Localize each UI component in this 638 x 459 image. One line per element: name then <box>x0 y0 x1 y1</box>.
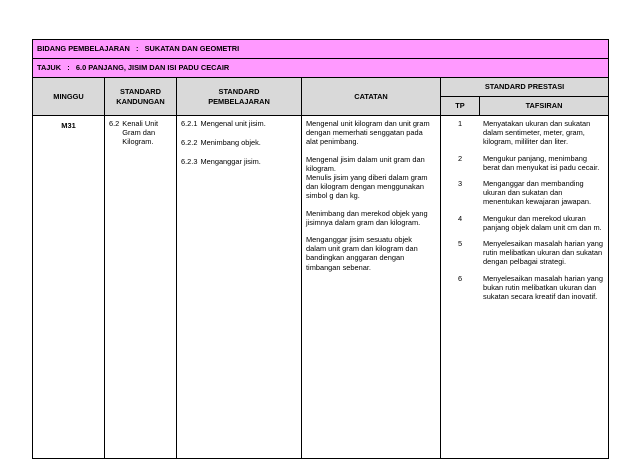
cell-minggu <box>33 116 105 459</box>
prestasi-item <box>441 239 604 267</box>
bidang-sep: : <box>135 44 139 54</box>
prestasi-tp: 1 <box>457 119 463 128</box>
prestasi-tp: 3 <box>457 179 463 189</box>
prestasi-item <box>441 214 604 232</box>
prestasi-tp: 6 <box>457 273 463 283</box>
cell-prestasi <box>441 116 609 459</box>
tajuk-band <box>33 59 609 78</box>
prestasi-text: Menyelesaikan masalah harian yang rutin melibatkan ukuran dan sukatan dengan pelbagai strategi. <box>483 239 603 267</box>
prestasi-item <box>441 274 604 302</box>
pembelajaran-item <box>181 138 297 147</box>
header-prestasi-label: STANDARD PRESTASI <box>484 82 565 92</box>
prestasi-text: Menganggar dan membanding ukuran dan sukatan dan menentukan kewajaran jawapan. <box>483 179 592 207</box>
catatan-para: Menganggar jisim sesuatu objek dalam unit gram dan kilogram dan bandingkan anggaran dengan timbangan sebenar. <box>306 235 418 272</box>
kandungan-text: Kenali Unit Gram dan Kilogram. <box>122 119 159 147</box>
header-sp-line1: STANDARD <box>218 87 260 97</box>
pembelajaran-num: 6.2.3 <box>181 157 198 167</box>
header-tafsiran-label: TAFSIRAN <box>525 101 563 111</box>
pembelajaran-text: Mengenal unit jisim. <box>200 119 266 128</box>
header-tp <box>441 97 480 116</box>
header-catatan <box>302 78 441 116</box>
catatan-para: Mengenal unit kilogram dan unit gram dengan memerhati senggatan pada alat penimbang. <box>306 119 430 147</box>
prestasi-text: Menyatakan ukuran dan sukatan dalam sentimeter, meter, gram, kilogram, mililiter dan liter. <box>483 119 591 147</box>
prestasi-item <box>441 154 604 172</box>
header-tafsiran <box>480 97 609 116</box>
header-sk-line2: KANDUNGAN <box>116 96 165 106</box>
tajuk-label: TAJUK <box>37 63 62 73</box>
catatan-para: Mengenal jisim dalam unit gram dan kilogram. <box>306 154 425 173</box>
rpt-table <box>32 39 609 459</box>
bidang-band <box>33 40 609 59</box>
pembelajaran-text: Menimbang objek. <box>200 138 261 148</box>
prestasi-tp: 4 <box>457 213 463 223</box>
header-catatan-label: CATATAN <box>354 91 388 101</box>
prestasi-tp: 2 <box>457 153 463 163</box>
prestasi-text: Menyelesaikan masalah harian yang bukan rutin melibatkan ukuran dan sukatan secara kreatif dan inovatif. <box>483 273 603 302</box>
kandungan-num: 6.2 <box>109 119 120 128</box>
prestasi-text: Mengukur dan merekod ukuran panjang objek dalam unit cm dan m. <box>483 213 602 232</box>
catatan-para: Menimbang dan merekod objek yang jisimnya dalam gram dan kilogram. <box>306 208 428 227</box>
header-minggu-label: MINGGU <box>53 91 84 101</box>
pembelajaran-item <box>181 119 297 128</box>
prestasi-tp: 5 <box>457 239 463 249</box>
pembelajaran-text: Menganggar jisim. <box>200 157 261 167</box>
cell-kandungan <box>105 116 177 459</box>
cell-pembelajaran <box>177 116 302 459</box>
prestasi-text: Mengukur panjang, menimbang berat dan menyukat isi padu cecair. <box>483 153 600 172</box>
bidang-label: BIDANG PEMBELAJARAN <box>37 44 130 54</box>
tajuk-value: 6.0 PANJANG, JISIM DAN ISI PADU CECAIR <box>75 63 230 73</box>
tajuk-sep: : <box>67 63 70 73</box>
header-standard-pembelajaran <box>177 78 302 116</box>
bidang-value: SUKATAN DAN GEOMETRI <box>144 44 240 54</box>
header-sp-line2: PEMBELAJARAN <box>208 96 270 106</box>
prestasi-item <box>441 179 604 207</box>
pembelajaran-num: 6.2.1 <box>181 119 198 128</box>
pembelajaran-item <box>181 157 297 166</box>
header-minggu <box>33 78 105 116</box>
header-tp-label: TP <box>455 101 465 111</box>
cell-catatan <box>302 116 441 459</box>
minggu-value: M31 <box>61 121 76 130</box>
pembelajaran-num: 6.2.2 <box>181 138 198 148</box>
header-standard-prestasi <box>441 78 609 97</box>
catatan-para: Menulis jisim yang diberi dalam gram dan kilogram dengan menggunakan simbol g dan kg. <box>306 173 428 201</box>
prestasi-item <box>441 119 604 147</box>
header-standard-kandungan <box>105 78 177 116</box>
header-sk-line1: STANDARD <box>120 87 161 97</box>
